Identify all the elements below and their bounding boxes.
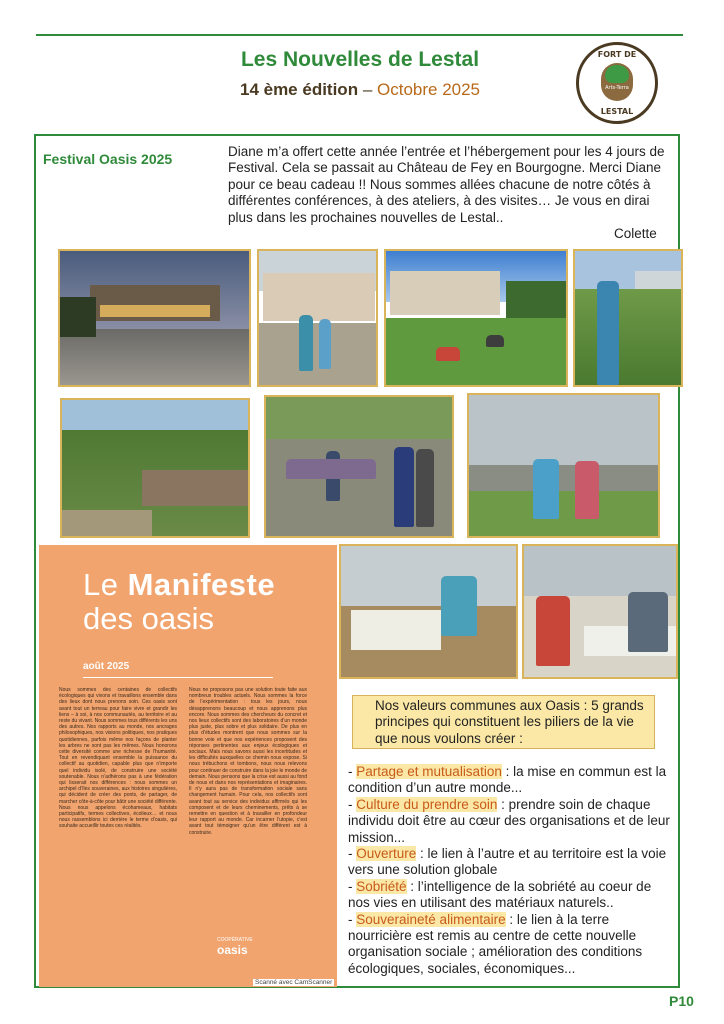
article-title: Festival Oasis 2025 (43, 151, 173, 167)
value-item (348, 912, 674, 978)
photo-conference-table (522, 544, 678, 679)
poster-date: août 2025 (83, 661, 130, 672)
tree-icon (605, 65, 629, 83)
poster-title-le: Le (83, 567, 128, 602)
value-item (348, 846, 674, 879)
value-text: : le lien à l’autre et au territoire est la voie vers une solution globale (348, 846, 667, 878)
value-item (348, 764, 674, 797)
photo-garden (60, 398, 250, 538)
edition-separator: – (358, 80, 377, 99)
value-dash: - (348, 764, 357, 779)
poster-title-line2: des oasis (83, 601, 214, 636)
poster-column-left: Nous sommes des centaines de collectifs écologiques qui vivons et travaillons ensemble dans des lieux dont nous prenons soin. Ces oasis sont avant tout un terreau pour faire vivre et grandir les liens – à soi, à nos communautés, au territoire et au reste du vivant. Nous sommes tous différents les uns des autres. Nos rapports au monde, nos ancrages philosophiques, nos visions politiques, nos pratiques quotidiennes, parfois même nos façons de planter les arbres ne sont pas les mêmes. Nous honorons cette diversité comme une richesse de l’humanité. Tout en revendiquant ensemble la puissance du collectif au quotidien, capable plus que n’importe quel individu isolé, de construire une société soutenable. Nous n’adhérons pas à une fédération qui lisserait nos différences : nous sommes un archipel d’îles souveraines, aux histoires singulières, qui décident de créer des ponts, de partager, de marcher côte-à-côte pour bâtir une société différente. Nous nous appelons écohameaux, habitats participatifs, termes collectives, écolieux… et nous nous rassemblons ici derrière le terme d’oasis, qui souhaite accueillir toutes ces réalités. (59, 687, 177, 830)
value-dash: - (348, 796, 357, 812)
article-intro: Diane m’a offert cette année l’entrée et l’hébergement pour les 4 jours de Festival. Cela se passait au Château de Fey en Bourgogne. Merci Diane pour ce beau cadeau !! Nous sommes allées chacune de notre côtés à différentes conférences, à des ateliers, à des visites… Je vous en dirai plus dans les prochaines nouvelles de Lestal.. (228, 144, 665, 225)
value-dash: - (348, 878, 357, 894)
photo-woman-workshop (339, 544, 518, 679)
poster-rule (83, 677, 273, 678)
value-text: : l’intelligence de la sobriété au coeur de nos vies en utilisant des matériaux naturels.. (348, 878, 652, 911)
poster-column-right: Nous ne proposons pas une solution toute faite aux nombreux troubles actuels. Nous sommes la force de l’expérimentation : tous les jours, nous désapprenons beaucoup et nous apprenons plus encore. Nous sommes des chercheurs du concret et nos lieux collectifs sont des laboratoires d’un monde plus juste, plus sobre et plus solidaire. De plus en plus d’études montrent que nous sommes sur la bonne voie et que nos expériences proposent des réponses pertinentes aux enjeux écologiques et sociaux. Mais nous savons aussi les incertitudes et les difficultés auxquelles ce chemin nous expose. Si nous trébuchons et tombons, nous nous relevons pour continuer de construire dans la joie le monde de demain. Nous pensons que la crise est aussi au fond de nous et dans nos représentations et imaginaires. Il n’y aura pas de transformation sociale sans changement humain. Pour cela, nos collectifs sont avant tout au service des individus affirmés qui les composent et de leurs cheminements, prêts à se remettre en question et à travailler en profondeur leur rapport au monde. Car incarner l’utopie, c’est avant tout témoigner qu’un être différent est à construire. (189, 687, 307, 836)
fort-de-lestal-logo (576, 42, 658, 124)
value-label: Partage et mutualisation (356, 764, 502, 779)
logo-top-text: FORT DE (597, 50, 637, 59)
value-dash: - (348, 911, 357, 927)
value-dash: - (348, 846, 357, 862)
camscanner-mark: Scanné avec CamScanner (255, 979, 333, 986)
edition-line (140, 80, 580, 100)
poster-oasis-brand: oasis (217, 943, 248, 957)
logo-emblem-text: Arts-Terra (605, 85, 629, 91)
value-text: : prendre soin de chaque individu doit être au cœur des organisations et de leur mission... (348, 796, 670, 845)
photo-colette-greenhouse (573, 249, 683, 387)
value-item (348, 879, 674, 912)
poster-cooperative-label: COOPÉRATIVE (217, 937, 253, 943)
edition-number: 14 ème édition (239, 80, 359, 99)
newsletter-title: Les Nouvelles de Lestal (240, 48, 480, 71)
photo-two-women-bench (467, 393, 660, 538)
value-text: : la mise en commun est la condition d’un autre monde... (348, 764, 667, 796)
poster-title-manifeste: Manifeste (127, 567, 276, 602)
header-rule (36, 34, 683, 36)
value-label: Souveraineté alimentaire (356, 911, 506, 927)
poster-title-line1 (83, 567, 275, 603)
value-text: : le lien à la terre nourricière est remis au centre de cette nouvelle organisation sociale ; amélioration des conditions écologiques, sociales, économiques... (348, 911, 643, 976)
value-label: Ouverture (356, 846, 417, 862)
article-signature: Colette (614, 226, 657, 241)
logo-bottom-text: LESTAL (600, 107, 634, 116)
value-label: Sobriété (356, 878, 407, 894)
value-item (348, 797, 674, 846)
photo-chateau-day (257, 249, 378, 387)
photo-gathering (264, 395, 454, 538)
page-number: P10 (669, 993, 694, 1009)
values-list (348, 764, 674, 977)
values-heading-box: Nos valeurs communes aux Oasis : 5 grands principes qui constituent les piliers de la vie que nous voulons créer : (352, 695, 655, 749)
manifeste-poster (39, 545, 337, 987)
value-label: Culture du prendre soin (356, 796, 498, 812)
photo-lawn-crowd (384, 249, 568, 387)
edition-date: Octobre 2025 (377, 80, 481, 99)
photo-chateau-night (58, 249, 251, 387)
